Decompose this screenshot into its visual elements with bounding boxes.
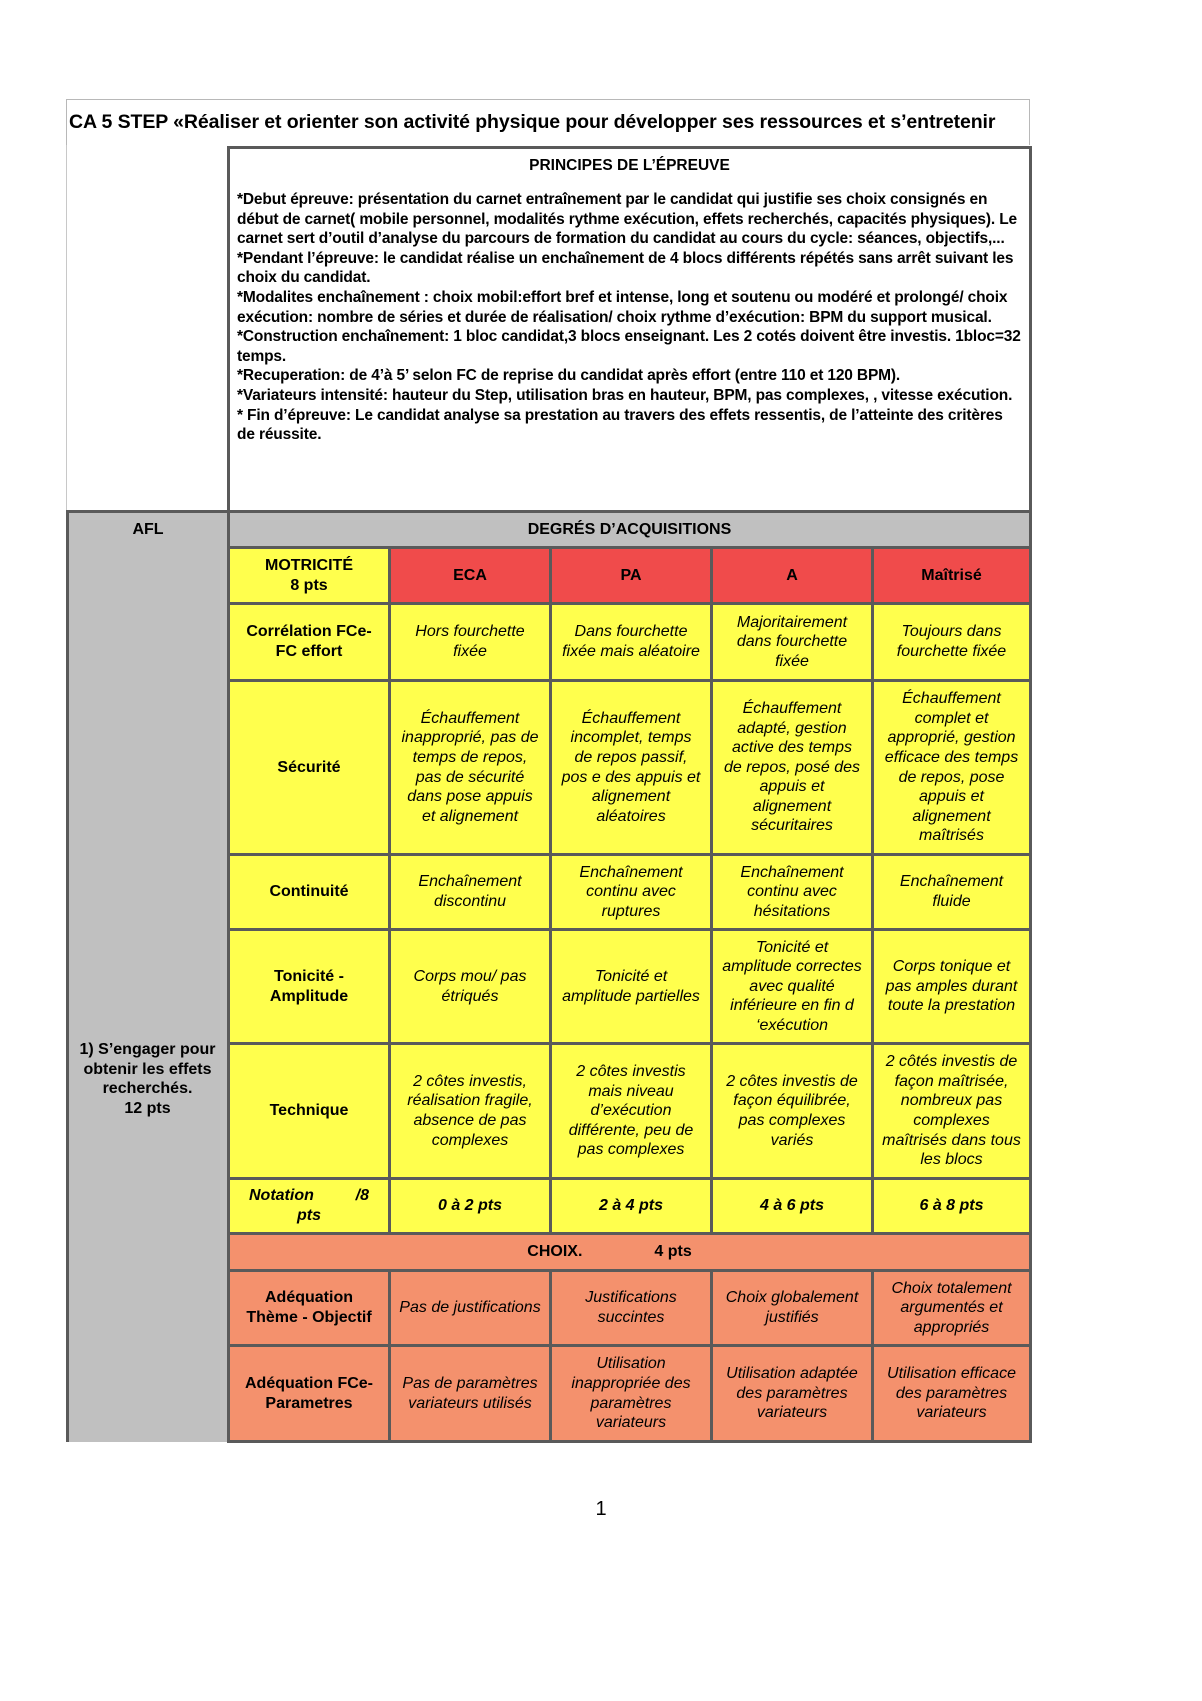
notation-label [227,1177,391,1235]
descriptor-cell: 2 côtes investis, réalisation fragile, absence de pas complexes [388,1042,552,1180]
afl-label [70,1040,225,1118]
afl-column [66,546,230,1442]
afl-label-points: 12 pts [124,1099,171,1117]
descriptor-cell: Toujours dans fourchette fixée [871,602,1032,682]
descriptor-cell: Enchaînement continu avec hésitations [710,853,874,931]
motricite-points: 8 pts [290,576,328,594]
descriptor-cell: Corps mou/ pas étriqués [388,928,552,1045]
principe-paragraph: *Debut épreuve: présentation du carnet entraînement par le candidat qui justifie ses choix consignés en début de carnet( mobile personnel, modalités rythme exécution, effets recherchés, capacités physiques). Le carnet sert d’outil d’analyse du parcours de formation du candidat au cours du cycle: séances, objectifs,... [237,191,1018,248]
motricite-header [227,546,391,605]
page-number: 1 [595,1498,607,1520]
descriptor-cell: Pas de paramètres variateurs utilisés [388,1344,552,1443]
descriptor-cell: Échauffement adapté, gestion active des temps de repos, posé des appuis et alignement sécuritaires [710,679,874,856]
principes-header: PRINCIPES DE L’ÉPREUVE [227,146,1032,185]
criterion-correlation: Corrélation FCe-FC effort [227,602,391,682]
degrees-header: DEGRÉS D’ACQUISITIONS [227,510,1032,549]
principe-paragraph: *Construction enchaînement: 1 bloc candidat,3 blocs enseignant. Les 2 cotés doivent être investis. 1bloc=32 temps. [237,328,1021,365]
level-header-a: A [710,546,874,605]
descriptor-cell: Échauffement incomplet, temps de repos passif, pos e des appuis et alignement aléatoires [549,679,713,856]
afl-label-line: recherchés. [102,1080,193,1098]
document-title: CA 5 STEP «Réaliser et orienter son activité physique pour développer ses ressources et s’entretenir [66,99,1030,145]
principe-paragraph: *Recuperation: de 4’à 5’ selon FC de reprise du candidat après effort (entre 110 et 120 BPM). [237,367,901,385]
descriptor-cell: Échauffement inapproprié, pas de temps de repos, pas de sécurité dans pose appuis et alignement [388,679,552,856]
descriptor-cell: Corps tonique et pas amples durant toute la prestation [871,928,1032,1045]
criterion-adequation-theme: Adéquation Thème - Objectif [227,1269,391,1347]
descriptor-cell: Tonicité et amplitude partielles [549,928,713,1045]
principe-paragraph: *Variateurs intensité: hauteur du Step, utilisation bras en hauteur, BPM, pas complexes, , vitesse exécution. [237,386,1013,404]
descriptor-cell: Utilisation inappropriée des paramètres variateurs [549,1344,713,1443]
descriptor-cell: Dans fourchette fixée mais aléatoire [549,602,713,682]
descriptor-cell: Choix totalement argumentés et appropriés [871,1269,1032,1347]
criterion-adequation-fce: Adéquation FCe-Parametres [227,1344,391,1443]
descriptor-cell: Enchaînement continu avec ruptures [549,853,713,931]
descriptor-cell: 2 côtes investis mais niveau d’exécution différente, peu de pas complexes [549,1042,713,1180]
descriptor-cell: Pas de justifications [388,1269,552,1347]
notation-label-text: Notation [249,1187,314,1205]
descriptor-cell: 2 côtes investis de façon équilibrée, pas complexes variés [710,1042,874,1180]
descriptor-cell: Majoritairement dans fourchette fixée [710,602,874,682]
notation-range: 6 à 8 pts [871,1177,1032,1235]
principe-paragraph: *Pendant l’épreuve: le candidat réalise un enchaînement de 4 blocs différents répétés sans arrêt suivant les choix du candidat. [237,249,1014,287]
descriptor-cell: Échauffement complet et approprié, gestion efficace des temps de repos, pose appuis et alignement maîtrisés [871,679,1032,856]
descriptor-cell: Justifications succintes [549,1269,713,1347]
descriptor-cell: Hors fourchette fixée [388,602,552,682]
notation-range: 0 à 2 pts [388,1177,552,1235]
principes-body [227,182,1032,514]
criterion-continuite: Continuité [227,853,391,931]
choix-title: CHOIX. [527,1243,583,1261]
level-header-pa: PA [549,546,713,605]
motricite-title: MOTRICITÉ [265,556,353,574]
criterion-tonicite: Tonicité - Amplitude [227,928,391,1045]
criterion-securite: Sécurité [227,679,391,856]
principe-paragraph: * Fin d’épreuve: Le candidat analyse sa prestation au travers des effets ressentis, de l’atteinte des critères de réussite. [237,406,1003,444]
descriptor-cell: Tonicité et amplitude correctes avec qualité inférieure en fin d ‘exécution [710,928,874,1045]
blank-left-cell [66,145,228,512]
afl-label-line: 1) S’engager pour [79,1041,216,1058]
level-header-eca: ECA [388,546,552,605]
notation-range: 4 à 6 pts [710,1177,874,1235]
descriptor-cell: Utilisation adaptée des paramètres variateurs [710,1344,874,1443]
notation-unit: pts [297,1207,321,1224]
afl-header: AFL [66,510,230,549]
descriptor-cell: Enchaînement fluide [871,853,1032,931]
principe-paragraph: *Modalites enchaînement : choix mobil:effort bref et intense, long et soutenu ou modéré et prolongé/ choix exécution: nombre de séries et durée de réalisation/ choix rythme d’exécution: BPM du support musical. [237,288,1008,326]
descriptor-cell: Utilisation efficace des paramètres variateurs [871,1344,1032,1443]
notation-range: 2 à 4 pts [549,1177,713,1235]
descriptor-cell: Enchaînement discontinu [388,853,552,931]
level-header-maitrise: Maîtrisé [871,546,1032,605]
choix-points: 4 pts [654,1243,692,1261]
descriptor-cell: Choix globalement justifiés [710,1269,874,1347]
afl-label-line: obtenir les effets [83,1060,212,1078]
descriptor-cell: 2 côtés investis de façon maîtrisée, nombreux pas complexes maîtrisés dans tous les blocs [871,1042,1032,1180]
choix-header [227,1232,1032,1272]
notation-max: /8 [355,1187,369,1205]
criterion-technique: Technique [227,1042,391,1180]
